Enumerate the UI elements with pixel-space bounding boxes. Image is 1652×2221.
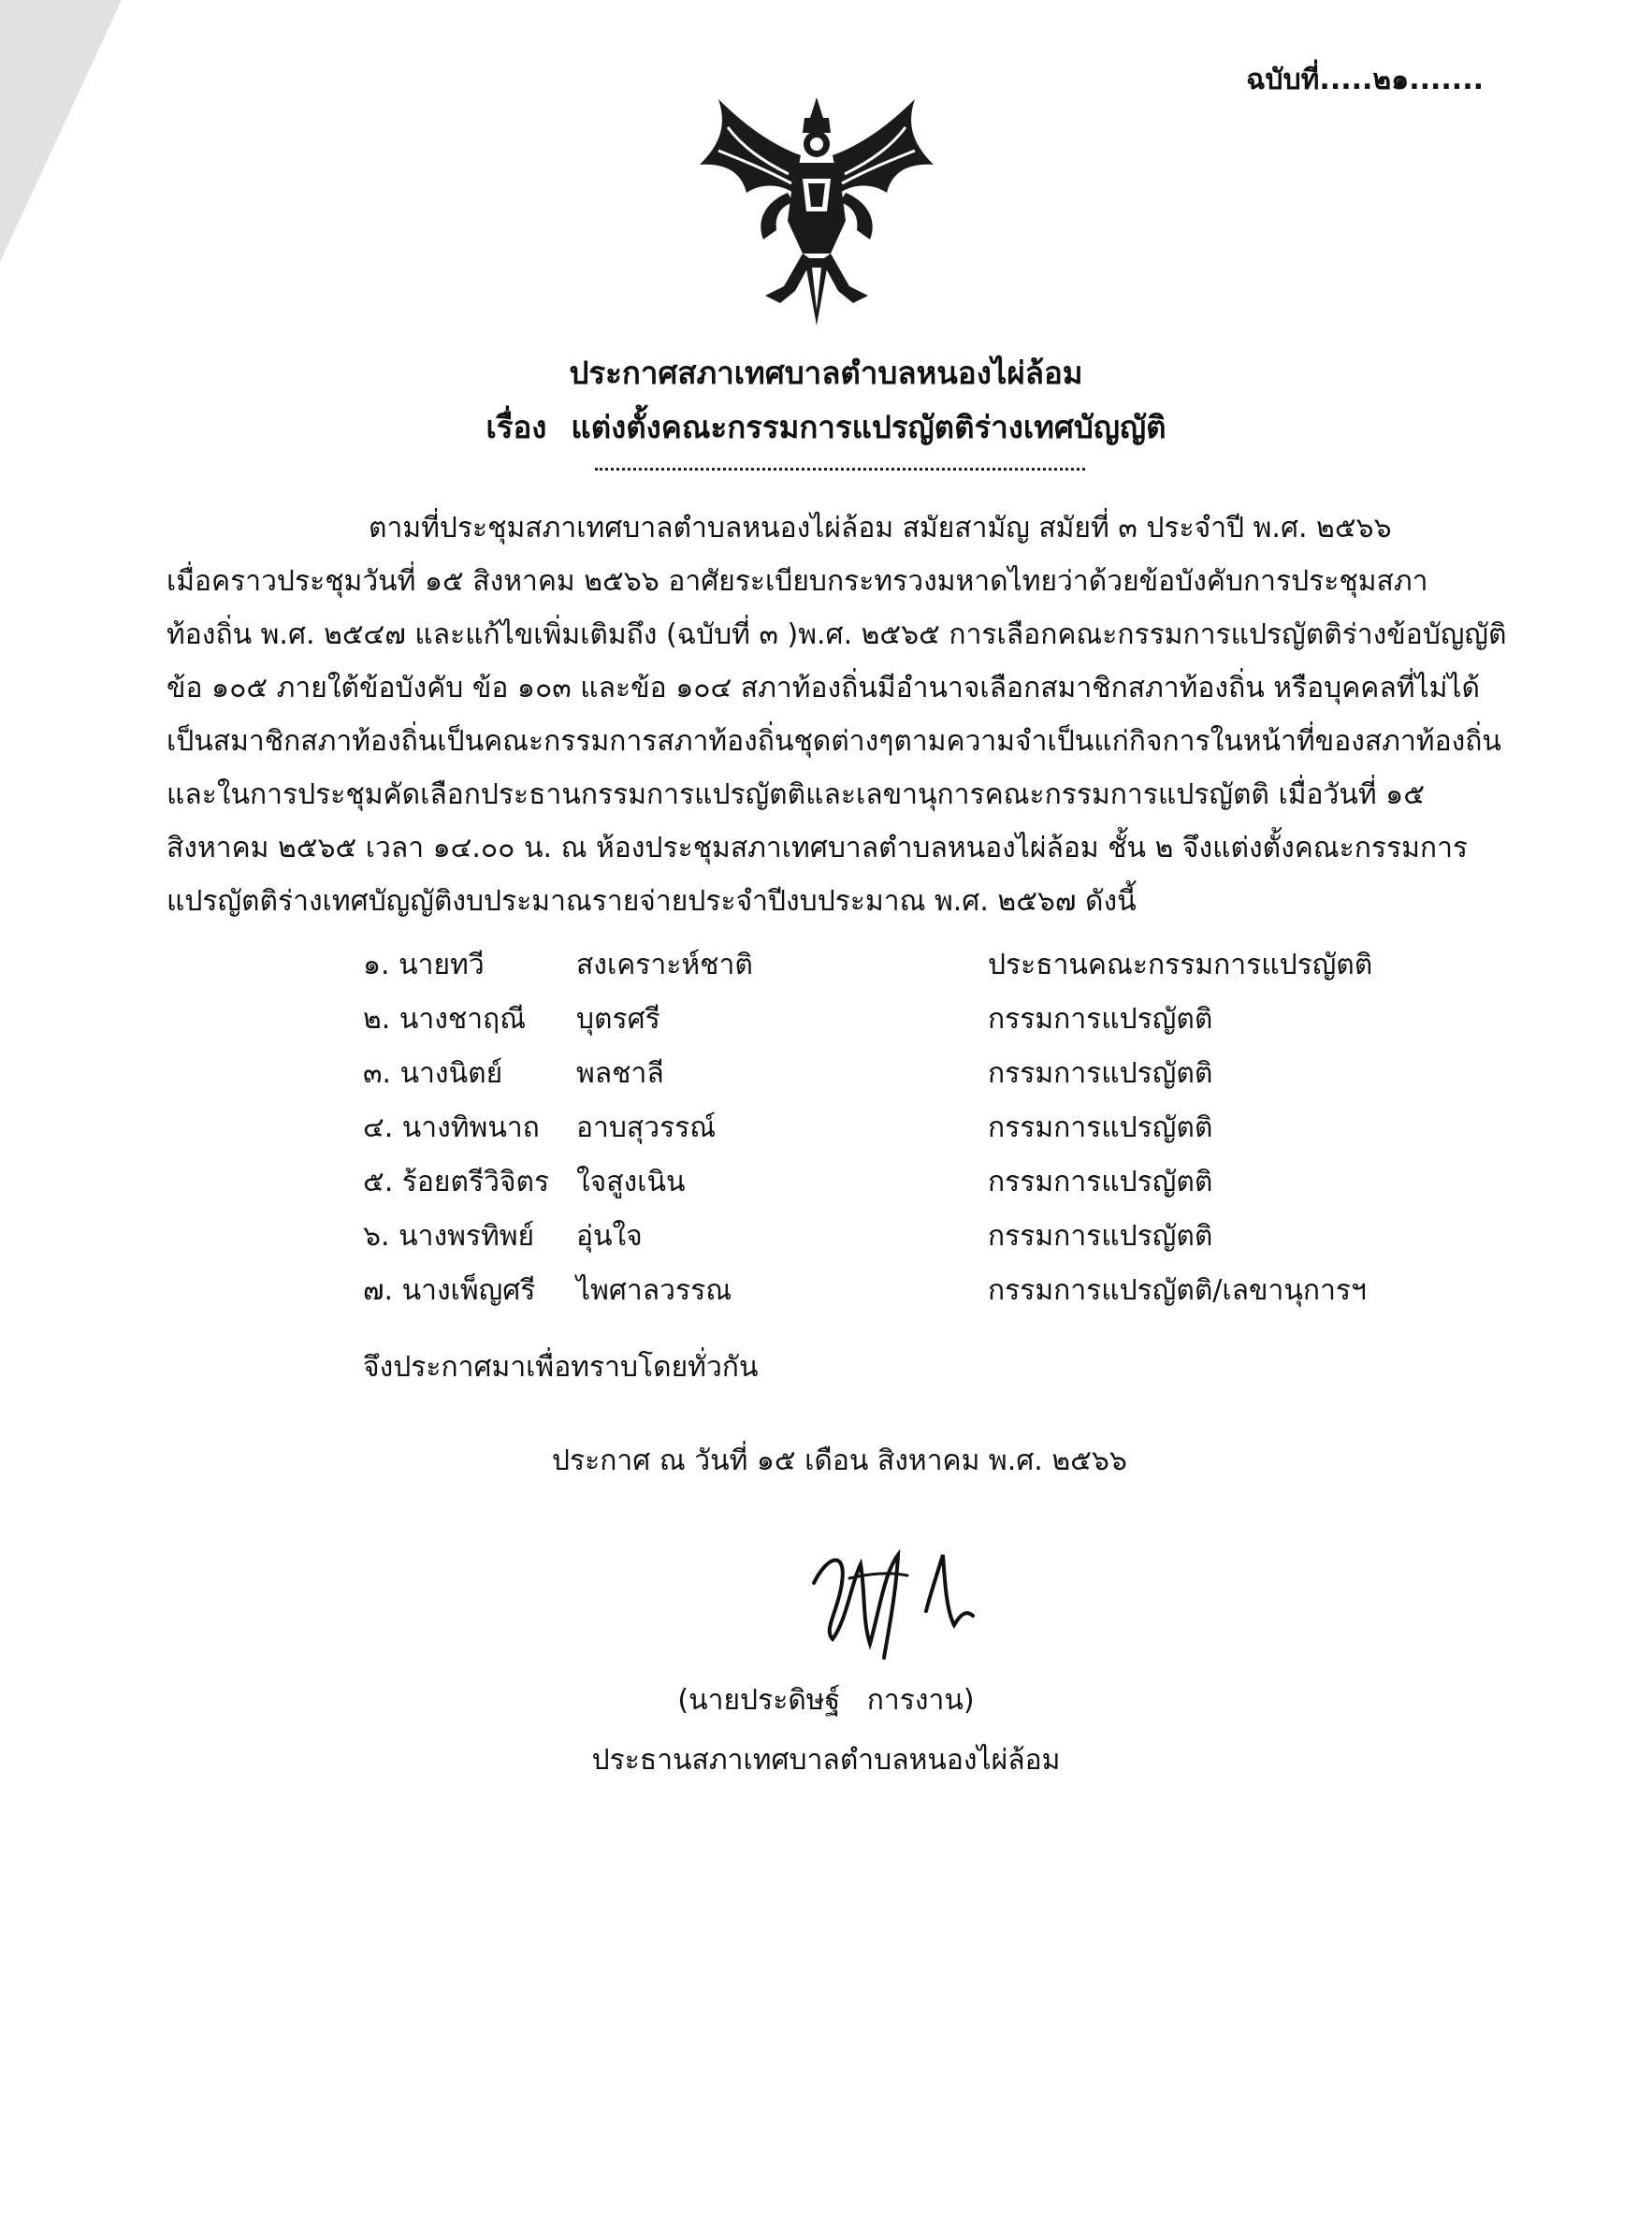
member-role: กรรมการแปรญัตติ bbox=[988, 1111, 1213, 1144]
announcement-title: ประกาศสภาเทศบาลตำบลหนองไผ่ล้อม bbox=[569, 355, 1083, 391]
committee-member bbox=[363, 1044, 1467, 1098]
member-last-name: สงเคราะห์ชาติ bbox=[576, 949, 753, 981]
announcement-date: ประกาศ ณ วันที่ ๑๕ เดือน สิงหาคม พ.ศ. ๒๕๖๖ bbox=[552, 1444, 1127, 1477]
member-first-name: ๖. นางพรทิพย์ bbox=[363, 1220, 535, 1253]
body-line: สิงหาคม ๒๕๖๕ เวลา ๑๔.๐๐ น. ณ ห้องประชุมสภาเทศบาลตำบลหนองไผ่ล้อม ชั้น ๒ จึงแต่งตั้งคณะกรรมการ bbox=[167, 832, 1469, 864]
body-line: ท้องถิ่น พ.ศ. ๒๕๔๗ และแก้ไขเพิ่มเติมถึง (ฉบับที่ ๓ )พ.ศ. ๒๕๖๕ การเลือกคณะกรรมการแปรญัตติร่างข้อบัญญัติ bbox=[167, 618, 1507, 651]
closing-statement: จึงประกาศมาเพื่อทราบโดยทั่วกัน bbox=[363, 1351, 759, 1384]
member-first-name: ๔. นางทิพนาถ bbox=[363, 1111, 540, 1144]
member-first-name: ๑. นายทวี bbox=[363, 949, 485, 981]
member-role: กรรมการแปรญัตติ bbox=[988, 1166, 1213, 1198]
body-line: และในการประชุมคัดเลือกประธานกรรมการแปรญัตติและเลขานุการคณะกรรมการแปรญัตติ เมื่อวันที่ ๑๕ bbox=[167, 778, 1425, 811]
body-line: เป็นสมาชิกสภาท้องถิ่นเป็นคณะกรรมการสภาท้องถิ่นชุดต่างๆตามความจำเป็นแก่กิจการในหน้าที่ของสภาท้องถิ่น bbox=[167, 725, 1501, 758]
member-last-name: ใจสูงเนิน bbox=[576, 1166, 686, 1198]
member-role: กรรมการแปรญัตติ bbox=[988, 1003, 1213, 1036]
member-role: กรรมการแปรญัตติ bbox=[988, 1057, 1213, 1090]
title-divider bbox=[595, 468, 1085, 471]
committee-member bbox=[363, 936, 1467, 990]
member-first-name: ๗. นางเพ็ญศรี bbox=[363, 1274, 536, 1307]
subject-text: แต่งตั้งคณะกรรมการแปรญัตติร่างเทศบัญญัติ bbox=[571, 409, 1167, 445]
member-last-name: อุ่นใจ bbox=[576, 1220, 643, 1253]
member-last-name: บุตรศรี bbox=[576, 1003, 660, 1036]
member-role: กรรมการแปรญัตติ bbox=[988, 1220, 1213, 1253]
signer-title: ประธานสภาเทศบาลตำบลหนองไผ่ล้อม bbox=[591, 1744, 1061, 1777]
body-line: ข้อ ๑๐๕ ภายใต้ข้อบังคับ ข้อ ๑๐๓ และข้อ ๑๐๔ สภาท้องถิ่นมีอำนาจเลือกสมาชิกสภาท้องถิ่น หรือบุคคลที่ไม่ได้ bbox=[167, 672, 1480, 704]
body-line: แปรญัตติร่างเทศบัญญัติงบประมาณรายจ่ายประจำปีงบประมาณ พ.ศ. ๒๕๖๗ ดังนี้ bbox=[167, 885, 1137, 918]
member-first-name: ๕. ร้อยตรีวิจิตร bbox=[363, 1166, 550, 1198]
member-first-name: ๒. นางชาฤณี bbox=[363, 1003, 527, 1036]
committee-member bbox=[363, 1261, 1467, 1315]
committee-list bbox=[363, 936, 1467, 1315]
subject-line bbox=[0, 402, 1652, 452]
signature-icon bbox=[795, 1527, 982, 1667]
signer-name: (นายประดิษฐ์ การงาน) bbox=[677, 1684, 975, 1717]
garuda-emblem-icon bbox=[690, 90, 943, 333]
committee-member bbox=[363, 1153, 1467, 1207]
scan-corner-shadow bbox=[0, 0, 122, 262]
member-role: กรรมการแปรญัตติ/เลขานุการฯ bbox=[988, 1274, 1367, 1307]
member-first-name: ๓. นางนิตย์ bbox=[363, 1057, 503, 1090]
member-last-name: ไพศาลวรรณ bbox=[576, 1274, 732, 1307]
member-last-name: พลชาลี bbox=[576, 1057, 664, 1090]
committee-member bbox=[363, 990, 1467, 1044]
document-number: ฉบับที่.....๒๑....... bbox=[1246, 64, 1484, 96]
member-role: ประธานคณะกรรมการแปรญัตติ bbox=[988, 949, 1373, 981]
committee-member bbox=[363, 1207, 1467, 1261]
member-last-name: อาบสุวรรณ์ bbox=[576, 1111, 717, 1144]
body-line: ตามที่ประชุมสภาเทศบาลตำบลหนองไผ่ล้อม สมัยสามัญ สมัยที่ ๓ ประจำปี พ.ศ. ๒๕๖๖ bbox=[369, 512, 1392, 544]
body-paragraph bbox=[167, 501, 1532, 928]
committee-member bbox=[363, 1098, 1467, 1153]
body-line: เมื่อคราวประชุมวันที่ ๑๕ สิงหาคม ๒๕๖๖ อาศัยระเบียบกระทรวงมหาดไทยว่าด้วยข้อบังคับการประชุมสภา bbox=[167, 565, 1428, 598]
subject-label: เรื่อง bbox=[485, 409, 547, 445]
